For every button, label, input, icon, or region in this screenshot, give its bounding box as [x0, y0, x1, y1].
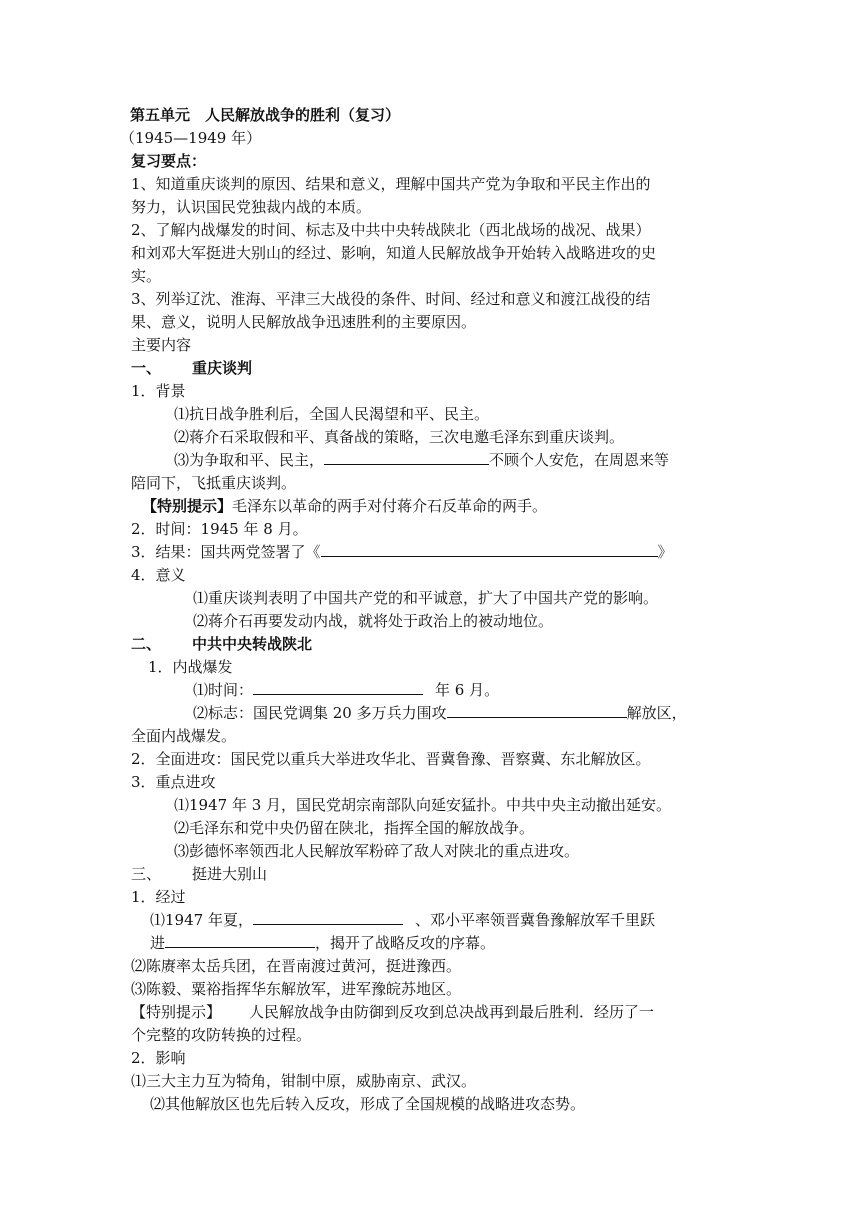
- process-item-2: ⑵陈赓率太岳兵团，在晋南渡过黄河，挺进豫西。: [131, 957, 462, 975]
- years-subtitle: （1945—1949 年）: [120, 129, 262, 147]
- process-item-3: ⑶陈毅、粟裕指挥华东解放军，进军豫皖苏地区。: [131, 980, 462, 998]
- special-tip-2: 【特别提示】 人民解放战争由防御到反攻到总决战再到最后胜利．经历了一: [131, 1003, 655, 1021]
- key-attack-item-2: ⑵毛泽东和党中央仍留在陕北，指挥全国的解放战争。: [174, 819, 535, 837]
- key-attack-item-1: ⑴1947 年 3 月，国民党胡宗南部队向延安猛扑。中共中央主动撤出延安。: [174, 796, 672, 814]
- meaning-heading: 4．意义: [131, 566, 186, 584]
- page-title: 第五单元 人民解放战争的胜利（复习）: [130, 106, 401, 124]
- review-point-2-end: 实。: [131, 267, 162, 285]
- section-3-title: 挺进大别山: [192, 865, 268, 883]
- result-line: 3．结果：国共两党签署了《 》: [131, 543, 673, 561]
- fill-blank: [165, 932, 315, 948]
- process-item-1-cont: 进 ，揭开了战略反攻的序幕。: [150, 934, 496, 952]
- fill-blank: [324, 449, 489, 465]
- review-point-2: 2、了解内战爆发的时间、标志及中共中央转战陕北（西北战场的战况、战果）: [131, 221, 651, 239]
- outbreak-heading: 1．内战爆发: [148, 658, 233, 676]
- review-points-heading: 复习要点：: [131, 152, 207, 170]
- background-item-3-cont: 陪同下，飞抵重庆谈判。: [131, 474, 297, 492]
- outbreak-sign: ⑵标志：国民党调集 20 多万兵力围攻 解放区，: [193, 704, 687, 722]
- main-content-heading: 主要内容: [131, 336, 192, 354]
- section-2-title: 中共中央转战陕北: [192, 635, 313, 653]
- time-line: 2．时间：1945 年 8 月。: [131, 520, 308, 538]
- review-point-3-cont: 果、意义，说明人民解放战争迅速胜利的主要原因。: [131, 313, 477, 331]
- special-tip-2-cont: 个完整的攻防转换的过程。: [131, 1026, 312, 1044]
- meaning-item-2: ⑵蒋介石再要发动内战，就将处于政治上的被动地位。: [193, 612, 554, 630]
- outbreak-sign-cont: 全面内战爆发。: [131, 727, 237, 745]
- key-attack-heading: 3．重点进攻: [131, 773, 216, 791]
- section-1-title: 重庆谈判: [192, 359, 253, 377]
- fill-blank: [253, 679, 423, 695]
- section-3-number: 三、: [131, 865, 162, 883]
- background-item-1: ⑴抗日战争胜利后，全国人民渴望和平、民主。: [174, 405, 490, 423]
- fill-blank: [253, 909, 403, 925]
- impact-item-1: ⑴三大主力互为犄角，钳制中原，威胁南京、武汉。: [131, 1072, 477, 1090]
- background-item-3: ⑶为争取和平、民主， 不顾个人安危，在周恩来等: [174, 451, 670, 469]
- impact-heading: 2．影响: [131, 1049, 186, 1067]
- review-point-2-cont: 和刘邓大军挺进大别山的经过、影响，知道人民解放战争开始转入战略进攻的史: [131, 244, 657, 262]
- review-point-1-cont: 努力，认识国民党独裁内战的本质。: [131, 198, 372, 216]
- process-heading: 1．经过: [131, 888, 186, 906]
- background-heading: 1．背景: [131, 382, 186, 400]
- fill-blank: [321, 541, 658, 557]
- full-scale-attack: 2．全面进攻：国民党以重兵大举进攻华北、晋冀鲁豫、晋察冀、东北解放区。: [131, 750, 651, 768]
- review-point-1: 1、知道重庆谈判的原因、结果和意义，理解中国共产党为争取和平民主作出的: [131, 175, 651, 193]
- fill-blank: [447, 702, 627, 718]
- process-item-1: ⑴1947 年夏， 、邓小平率领晋冀鲁豫解放军千里跃: [150, 911, 655, 929]
- special-tip: 【特别提示】毛泽东以革命的两手对付蒋介石反革命的两手。: [142, 497, 548, 515]
- background-item-2: ⑵蒋介石采取假和平、真备战的策略，三次电邀毛泽东到重庆谈判。: [174, 428, 625, 446]
- key-attack-item-3: ⑶彭德怀率领西北人民解放军粉碎了敌人对陕北的重点进攻。: [174, 842, 580, 860]
- section-2-number: 二、: [131, 635, 162, 653]
- review-point-3: 3、列举辽沈、淮海、平津三大战役的条件、时间、经过和意义和渡江战役的结: [131, 290, 651, 308]
- meaning-item-1: ⑴重庆谈判表明了中国共产党的和平诚意，扩大了中国共产党的影响。: [193, 589, 659, 607]
- outbreak-time: ⑴时间： 年 6 月。: [193, 681, 500, 699]
- impact-item-2: ⑵其他解放区也先后转入反攻，形成了全国规模的战略进攻态势。: [150, 1095, 586, 1113]
- section-1-number: 一、: [131, 359, 162, 377]
